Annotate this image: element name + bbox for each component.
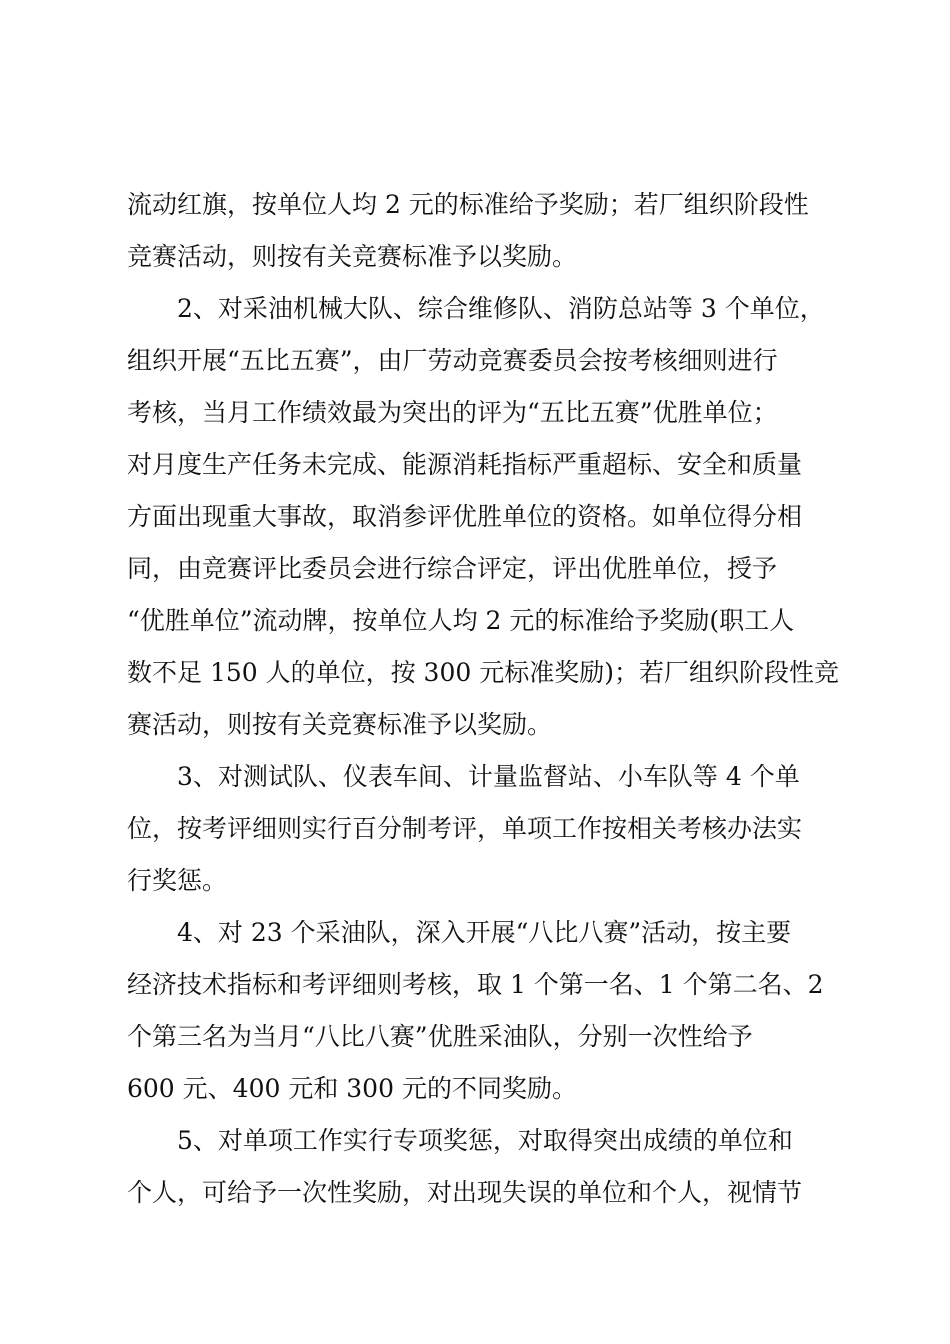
text-line: 竞赛活动，则按有关竞赛标准予以奖励。: [127, 242, 578, 271]
paragraph-4-start: 4、对 23 个采油队，深入开展“八比八赛”活动，按主要: [177, 918, 792, 947]
text-line: 600 元、400 元和 300 元的不同奖励。: [127, 1074, 577, 1103]
text-line: 对月度生产任务未完成、能源消耗指标严重超标、安全和质量: [127, 450, 803, 479]
text-line: 方面出现重大事故，取消参评优胜单位的资格。如单位得分相: [127, 502, 803, 531]
paragraph-2-start: 2、对采油机械大队、综合维修队、消防总站等 3 个单位，: [177, 294, 825, 323]
text-line: 同，由竞赛评比委员会进行综合评定，评出优胜单位，授予: [127, 554, 778, 583]
text-line: “优胜单位”流动牌，按单位人均 2 元的标准给予奖励(职工人: [127, 606, 795, 635]
text-line: 考核，当月工作绩效最为突出的评为“五比五赛”优胜单位；: [127, 398, 778, 427]
body-text: [127, 183, 837, 1223]
text-line: 组织开展“五比五赛”，由厂劳动竞赛委员会按考核细则进行: [127, 346, 778, 375]
text-line: 位，按考评细则实行百分制考评，单项工作按相关考核办法实: [127, 814, 803, 843]
text-line: 个第三名为当月“八比八赛”优胜采油队，分别一次性给予: [127, 1022, 753, 1051]
paragraph-5-start: 5、对单项工作实行专项奖惩，对取得突出成绩的单位和: [177, 1126, 793, 1155]
text-line: 数不足 150 人的单位，按 300 元标准奖励)；若厂组织阶段性竞: [127, 658, 839, 687]
text-line: 个人，可给予一次性奖励，对出现失误的单位和个人，视情节: [127, 1178, 803, 1207]
text-line: 经济技术指标和考评细则考核，取 1 个第一名、1 个第二名、2: [127, 970, 824, 999]
paragraph-3-start: 3、对测试队、仪表车间、计量监督站、小车队等 4 个单: [177, 762, 800, 791]
text-line: 行奖惩。: [127, 866, 228, 895]
text-line: 流动红旗，按单位人均 2 元的标准给予奖励；若厂组织阶段性: [127, 190, 809, 219]
text-line: 赛活动，则按有关竞赛标准予以奖励。: [127, 710, 553, 739]
